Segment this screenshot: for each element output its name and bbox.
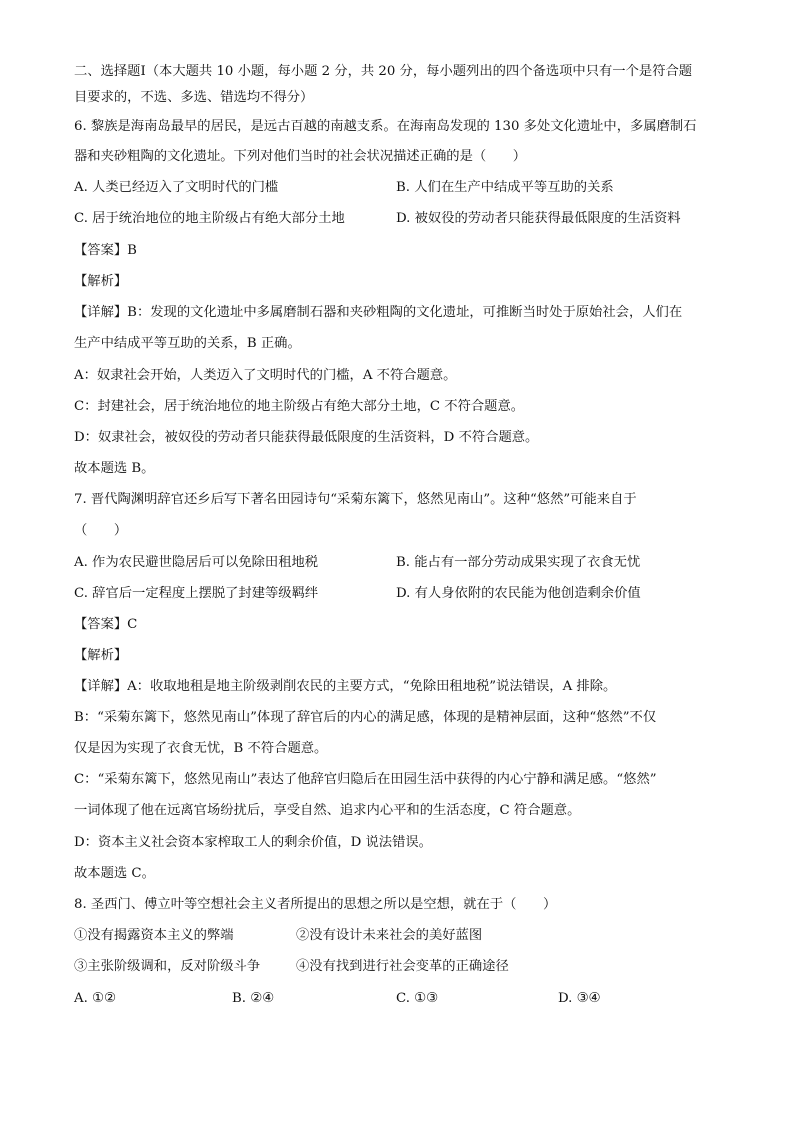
q8-stem-line1: 8. 圣西门、傅立叶等空想社会主义者所提出的思想之所以是空想，就在于（ ） xyxy=(74,897,557,912)
q6-detail-line1: 【详解】B：发现的文化遗址中多属磨制石器和夹砂粗陶的文化遗址，可推断当时处于原始社会，人们在 xyxy=(74,305,683,320)
q7-answer: 【答案】C xyxy=(74,617,138,632)
q7-stem-line1: 7. 晋代陶渊明辞官还乡后写下著名田园诗句“采菊东篱下，悠然见南山”。这种“悠然”可能来自于 xyxy=(74,492,637,507)
q6-detail-c: C：封建社会，居于统治地位的地主阶级占有绝大部分土地，C 不符合题意。 xyxy=(74,399,525,414)
q8-items-row2 xyxy=(74,957,734,977)
q6-detail-d: D：奴隶社会，被奴役的劳动者只能获得最低限度的生活资料，D 不符合题意。 xyxy=(74,430,539,445)
q6-analysis-title: 【解析】 xyxy=(74,274,128,289)
q6-option-c: C. 居于统治地位的地主阶级占有绝大部分土地 xyxy=(74,211,345,226)
q6-detail-a: A：奴隶社会开始，人类迈入了文明时代的门槛，A 不符合题意。 xyxy=(74,368,457,383)
q6-option-a: A. 人类已经迈入了文明时代的门槛 xyxy=(74,180,279,195)
q7-stem-line2: （ ） xyxy=(74,523,128,538)
q6-options-row1 xyxy=(74,178,734,198)
q7-conclusion: 故本题选 C。 xyxy=(74,866,155,881)
q8-option-a: A. ①② xyxy=(74,991,116,1006)
q6-detail-line2: 生产中结成平等互助的关系，B 正确。 xyxy=(74,336,301,351)
q7-option-a: A. 作为农民避世隐居后可以免除田租地税 xyxy=(74,555,319,570)
q7-detail-c2: 一词体现了他在远离官场纷扰后，享受自然、追求内心平和的生活态度，C 符合题意。 xyxy=(74,803,581,818)
q7-detail-b2: 仅是因为实现了衣食无忧，B 不符合题意。 xyxy=(74,741,328,756)
section-header-line1: 二、选择题Ⅰ（本大题共 10 小题，每小题 2 分，共 20 分，每小题列出的四个备选项中只有一个是符合题 xyxy=(74,64,693,79)
q7-option-b: B. 能占有一部分劳动成果实现了衣食无忧 xyxy=(396,555,641,570)
q6-options-row2 xyxy=(74,209,734,229)
q8-item-2: ②没有设计未来社会的美好蓝图 xyxy=(296,928,483,943)
q8-item-3: ③主张阶级调和，反对阶级斗争 xyxy=(74,959,261,974)
q6-stem-line2: 器和夹砂粗陶的文化遗址。下列对他们当时的社会状况描述正确的是（ ） xyxy=(74,149,527,164)
q7-option-c: C. 辞官后一定程度上摆脱了封建等级羁绊 xyxy=(74,586,319,601)
q8-item-4: ④没有找到进行社会变革的正确途径 xyxy=(296,959,509,974)
q6-option-d: D. 被奴役的劳动者只能获得最低限度的生活资料 xyxy=(396,211,681,226)
q7-options-row2 xyxy=(74,584,734,604)
q7-detail-line1: 【详解】A：收取地租是地主阶级剥削农民的主要方式，“免除田租地税”说法错误，A 排除。 xyxy=(74,679,617,694)
q8-option-d: D. ③④ xyxy=(558,991,601,1006)
q7-options-row1 xyxy=(74,553,734,573)
q7-option-d: D. 有人身依附的农民能为他创造剩余价值 xyxy=(396,586,641,601)
q7-detail-b1: B：“采菊东篱下，悠然见南山”体现了辞官后的内心的满足感，体现的是精神层面，这种“悠然”不仅 xyxy=(74,710,657,725)
q6-stem-line1: 6. 黎族是海南岛最早的居民，是远古百越的南越支系。在海南岛发现的 130 多处文化遗址中，多属磨制石 xyxy=(74,119,697,134)
q6-option-b: B. 人们在生产中结成平等互助的关系 xyxy=(396,180,614,195)
q8-item-1: ①没有揭露资本主义的弊端 xyxy=(74,928,234,943)
q8-option-c: C. ①③ xyxy=(396,991,438,1006)
q6-answer: 【答案】B xyxy=(74,243,137,258)
q8-items-row1 xyxy=(74,926,734,946)
q7-analysis-title: 【解析】 xyxy=(74,648,128,663)
q8-option-b: B. ②④ xyxy=(232,991,275,1006)
q7-detail-c1: C：“采菊东篱下，悠然见南山”表达了他辞官归隐后在田园生活中获得的内心宁静和满足感。“悠然” xyxy=(74,772,657,787)
section-header-line2: 目要求的，不选、多选、错选均不得分） xyxy=(74,90,314,105)
q6-conclusion: 故本题选 B。 xyxy=(74,461,155,476)
q7-detail-d: D：资本主义社会资本家榨取工人的剩余价值，D 说法错误。 xyxy=(74,835,432,850)
